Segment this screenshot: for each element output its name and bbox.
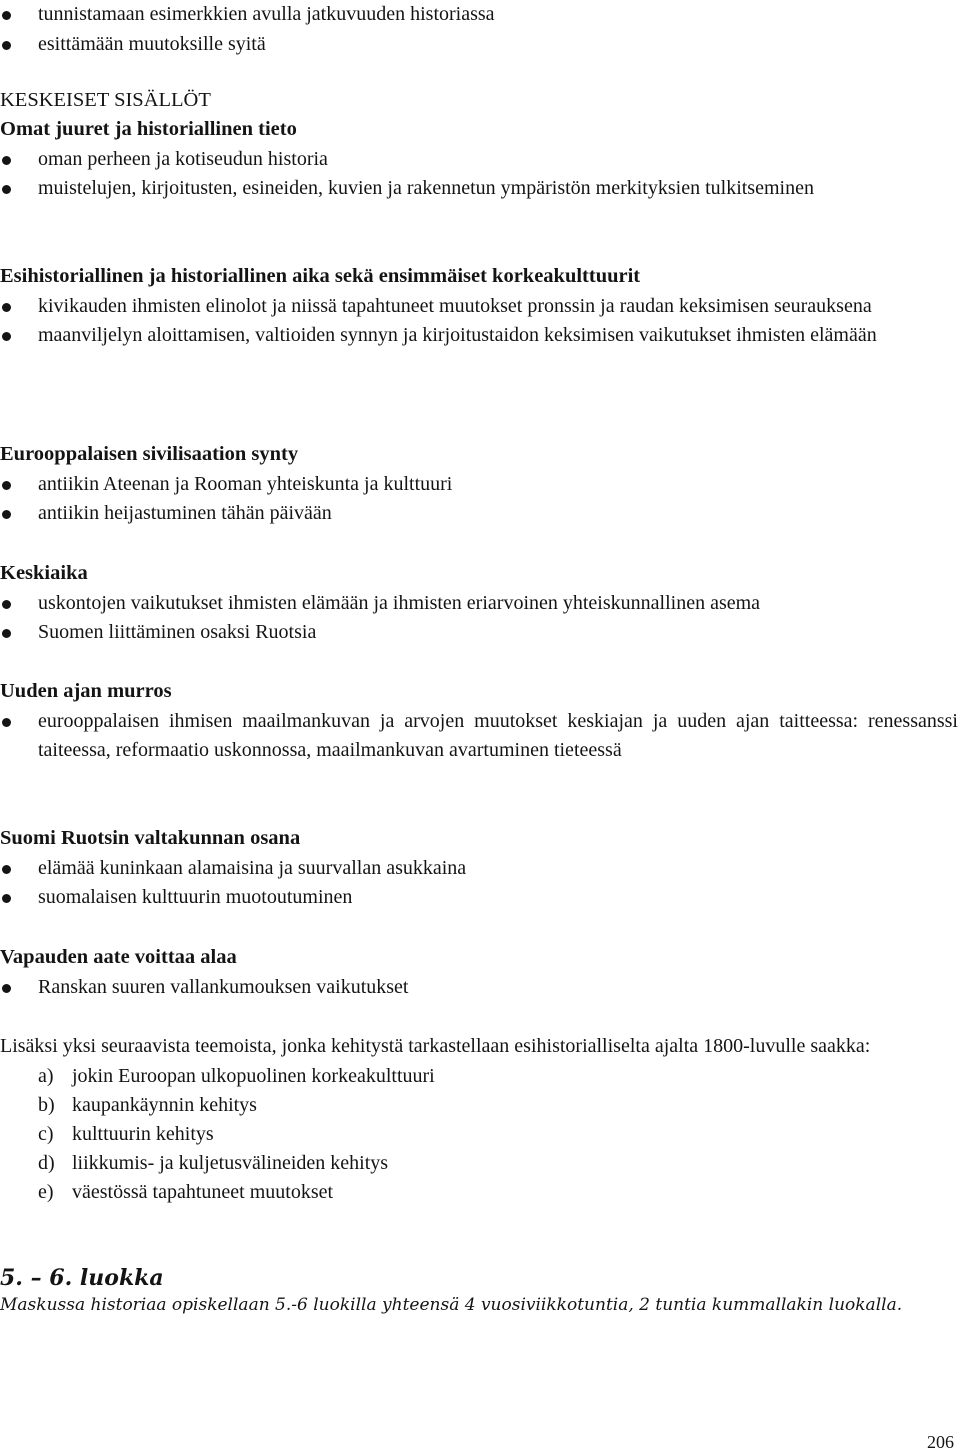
list-item: elämää kuninkaan alamaisina ja suurvallan asukkaina xyxy=(0,854,958,884)
section-uuden-ajan-murros xyxy=(0,677,958,766)
theme-option: a) jokin Euroopan ulkopuolinen korkeakulttuuri xyxy=(38,1064,435,1087)
section-heading: Vapauden aate voittaa alaa xyxy=(0,946,237,968)
bullet-icon xyxy=(2,185,11,194)
section-heading: Esihistoriallinen ja historiallinen aika sekä ensimmäiset korkeakulttuurit xyxy=(0,265,641,287)
section-eurooppalainen-sivilisaatio xyxy=(0,440,958,529)
grade-heading: 5. – 6. luokka xyxy=(0,1265,164,1291)
section-keskiaika xyxy=(0,559,958,648)
bullet-icon xyxy=(2,629,11,638)
bullet-icon xyxy=(2,718,11,727)
bullet-icon xyxy=(2,865,11,874)
bullet-icon xyxy=(2,510,11,519)
bullet-icon xyxy=(2,11,11,20)
bullet-icon xyxy=(2,303,11,312)
list-item: uskontojen vaikutukset ihmisten elämään ja ihmisten eriarvoinen yhteiskunnallinen asema xyxy=(0,589,958,619)
grade-section xyxy=(0,1264,958,1318)
theme-option: e) väestössä tapahtuneet muutokset xyxy=(38,1180,334,1203)
bullet-icon xyxy=(2,600,11,609)
section-heading: Eurooppalaisen sivilisaation synty xyxy=(0,443,299,465)
list-item: antiikin Ateenan ja Rooman yhteiskunta ja kulttuuri xyxy=(0,470,958,500)
bullet-icon xyxy=(2,156,11,165)
theme-option: b) kaupankäynnin kehitys xyxy=(38,1093,257,1116)
bullet-icon xyxy=(2,984,11,993)
bullet-icon xyxy=(2,481,11,490)
theme-option: c) kulttuurin kehitys xyxy=(38,1122,214,1145)
page-number: 206 xyxy=(927,1432,954,1452)
bullet-icon xyxy=(2,894,11,903)
intro-bullet-list xyxy=(0,0,958,59)
list-item: Ranskan suuren vallankumouksen vaikutukset xyxy=(0,973,958,1003)
section-heading: Omat juuret ja historiallinen tieto xyxy=(0,118,297,140)
list-item: oman perheen ja kotiseudun historia xyxy=(0,145,958,175)
contents-title: KESKEISET SISÄLLÖT xyxy=(0,89,211,111)
list-item: Suomen liittäminen osaksi Ruotsia xyxy=(0,618,958,648)
list-item: eurooppalaisen ihmisen maailmankuvan ja arvojen muutokset keskiajan ja uuden ajan taitteessa: renessanssi taiteessa, reformaatio uskonnossa, maailmankuvan avartuminen tieteessä xyxy=(0,707,958,766)
section-suomi-ruotsin-osana xyxy=(0,824,958,913)
list-item: kivikauden ihmisten elinolot ja niissä tapahtuneet muutokset pronssin ja raudan keksimisen seurauksena xyxy=(0,292,958,322)
section-esihistoriallinen xyxy=(0,262,958,351)
list-item: maanviljelyn aloittamisen, valtioiden synnyn ja kirjoitustaidon keksimisen vaikutukset ihmisten elämään xyxy=(0,321,958,351)
section-heading: Keskiaika xyxy=(0,562,88,584)
section-omat-juuret xyxy=(0,115,958,204)
section-heading: Uuden ajan murros xyxy=(0,680,172,702)
additional-themes xyxy=(0,1032,958,1207)
list-item: muistelujen, kirjoitusten, esineiden, kuvien ja rakennetun ympäristön merkityksien tulkitseminen xyxy=(0,174,958,204)
list-item: suomalaisen kulttuurin muotoutuminen xyxy=(0,883,958,913)
theme-options-list xyxy=(0,1062,958,1207)
theme-option: d) liikkumis- ja kuljetusvälineiden kehitys xyxy=(38,1151,389,1174)
list-item: antiikin heijastuminen tähän päivään xyxy=(0,499,958,529)
section-vapauden-aate xyxy=(0,943,958,1002)
section-heading: Suomi Ruotsin valtakunnan osana xyxy=(0,827,301,849)
grade-text: Maskussa historiaa opiskellaan 5.-6 luokilla yhteensä 4 vuosiviikkotuntia, 2 tuntia kummallakin luokalla. xyxy=(0,1295,903,1315)
bullet-icon xyxy=(2,41,11,50)
list-item: tunnistamaan esimerkkien avulla jatkuvuuden historiassa xyxy=(0,0,958,30)
list-item: esittämään muutoksille syitä xyxy=(0,30,958,60)
additional-text: Lisäksi yksi seuraavista teemoista, jonka kehitystä tarkastellaan esihistorialliselta ajalta 1800-luvulle saakka: xyxy=(0,1035,871,1057)
bullet-icon xyxy=(2,332,11,341)
